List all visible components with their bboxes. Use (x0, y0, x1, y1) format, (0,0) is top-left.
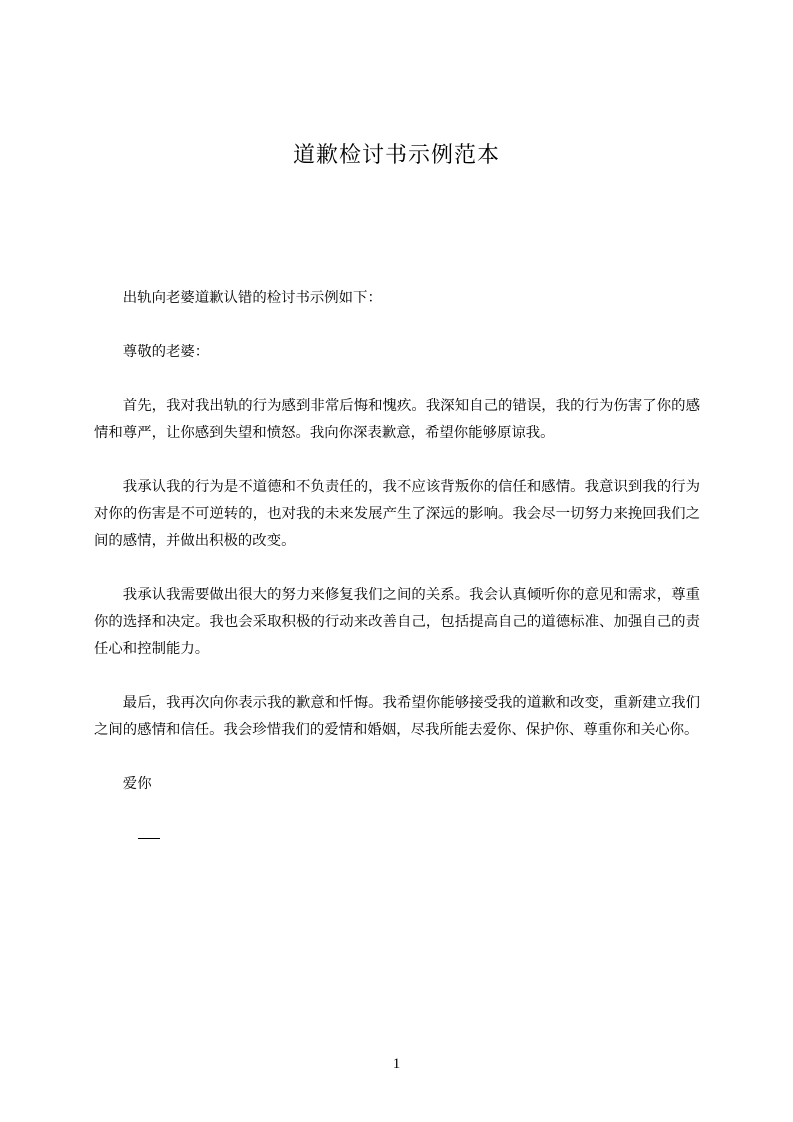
salutation: 尊敬的老婆： (122, 344, 210, 360)
intro-line: 出轨向老婆道歉认错的检讨书示例如下： (122, 290, 382, 306)
document-body (94, 285, 700, 852)
closing-line: 爱你 (122, 776, 152, 792)
body-paragraph: 首先，我对我出轨的行为感到非常后悔和愧疚。我深知自己的错误，我的行为伤害了你的感情和尊严，让你感到失望和愤怒。我向你深表歉意，希望你能够原谅我。 (94, 398, 700, 441)
body-paragraph: 我承认我的行为是不道德和不负责任的，我不应该背叛你的信任和感情。我意识到我的行为对你的伤害是不可逆转的，也对我的未来发展产生了深远的影响。我会尽一切努力来挽回我们之间的感情，并做出积极的改变。 (94, 479, 700, 549)
body-paragraph: 最后，我再次向你表示我的歉意和忏悔。我希望你能够接受我的道歉和改变，重新建立我们之间的感情和信任。我会珍惜我们的爱情和婚姻，尽我所能去爱你、保护你、尊重你和关心你。 (94, 695, 700, 738)
signature-rule (138, 838, 160, 839)
body-paragraph: 我承认我需要做出很大的努力来修复我们之间的关系。我会认真倾听你的意见和需求，尊重你的选择和决定。我也会采取积极的行动来改善自己，包括提高自己的道德标准、加强自己的责任心和控制能力。 (94, 587, 700, 657)
document-title: 道歉检讨书示例范本 (292, 143, 500, 168)
page-number: 1 (392, 1056, 401, 1072)
signature-line (138, 825, 700, 852)
